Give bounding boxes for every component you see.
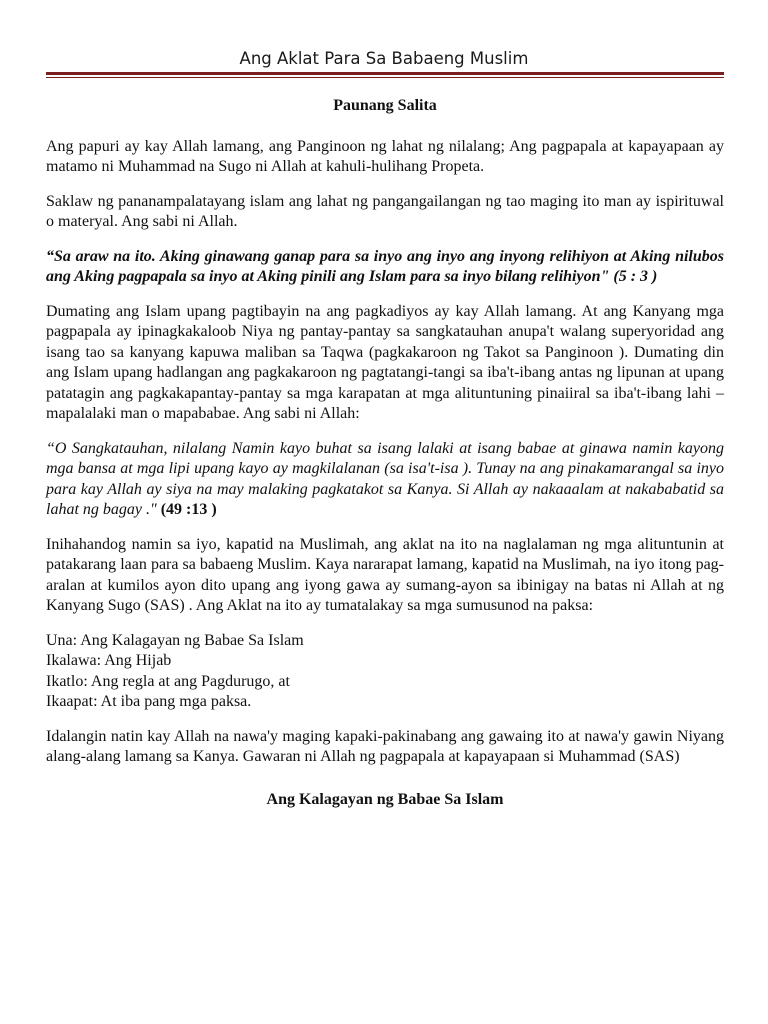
list-item: Una: Ang Kalagayan ng Babae Sa Islam	[46, 631, 304, 649]
paragraph-3: Dumating ang Islam upang pagtibayin na ang pagkadiyos ay kay Allah lamang. At ang Kanyang mga pagpapala ay ipinagkakaloob Niya ng pantay-pantay sa sangkatauhan anupa't walang superyoridad ang isang tao sa kanyang kapuwa maliban sa Taqwa (pagkakaroon ng Takot sa Panginoon ). Dumating din ang Islam upang hadlangan ang pagkakaroon ng pagtatangi-tangi sa iba't-ibang antas ng lipunan at upang patatagin ang pagkakapantay-pantay sa mga karapatan at mga alituntuning pinaiiral sa iba't-ibang lahi – mapalalaki man o mapababae. Ang sabi ni Allah:	[46, 302, 724, 422]
section-title: Paunang Salita	[333, 97, 437, 114]
paragraph-4: Inihahandog namin sa iyo, kapatid na Muslimah, ang aklat na ito na naglalaman ng mga alituntunin at patakarang laan para sa babaeng Muslim. Kaya nararapat lamang, kapatid na Muslimah, na iyo itong pag-aralan at kumilos ayon dito upang ang iyong gawa ay sumang-ayon sa ibinigay na batas ni Allah at ng Kanyang Sugo (SAS) . Ang Aklat na ito ay tumatalakay sa mga sumusunod na paksa:	[46, 535, 724, 614]
list-item: Ikalawa: Ang Hijab	[46, 652, 172, 669]
list-item: Ikaapat: At iba pang mga paksa.	[46, 693, 252, 710]
verse-reference: (49 :13 )	[160, 501, 217, 518]
quran-verse-5-3: “Sa araw na ito. Aking ginawang ganap para sa inyo ang inyo ang inyong relihiyon at Aking nilubos ang Aking pagpapala sa inyo at Aking pinili ang Islam para sa inyo bilang relihiyon" (5 : 3 )	[46, 247, 724, 285]
list-item: Ikatlo: Ang regla at ang Pagdurugo, at	[46, 672, 290, 690]
paragraph-5: Idalangin natin kay Allah na nawa'y maging kapaki-pakinabang ang gawaing ito at nawa'y gawin Niyang alang-alang lamang sa Kanya. Gawaran ni Allah ng pagpapala at kapayapaan si Muhammad (SAS)	[46, 727, 724, 765]
paragraph-2: Saklaw ng pananampalatayang islam ang lahat ng pangangailangan ng tao maging ito man ay ispirituwal o materyal. Ang sabi ni Allah.	[46, 192, 724, 230]
topic-list	[46, 631, 724, 713]
document-body	[46, 96, 724, 824]
paragraph-1: Ang papuri ay kay Allah lamang, ang Panginoon ng lahat ng nilalang; Ang pagpapala at kapayapaan ay matamo ni Muhammad na Sugo ni Allah at kahuli-hulihang Propeta.	[46, 137, 724, 175]
header-rule-thick	[46, 72, 724, 75]
next-section-title: Ang Kalagayan ng Babae Sa Islam	[266, 790, 504, 808]
running-header: Ang Aklat Para Sa Babaeng Muslim	[239, 49, 529, 68]
verse-text: “O Sangkatauhan, nilalang Namin kayo buhat sa isang lalaki at isang babae at ginawa namin kayong mga bansa at mga lipi upang kayo ay magkilalanan (sa isa't-isa ). Tunay na ang pinakamarangal sa inyo para kay Allah ay siya na may malaking pagkatakot sa Kanya. Si Allah ay nakaaalam at nakababatid sa lahat ng bagay ."	[46, 439, 724, 518]
header-rule-thin	[46, 77, 724, 78]
quran-verse-49-13	[46, 439, 724, 521]
